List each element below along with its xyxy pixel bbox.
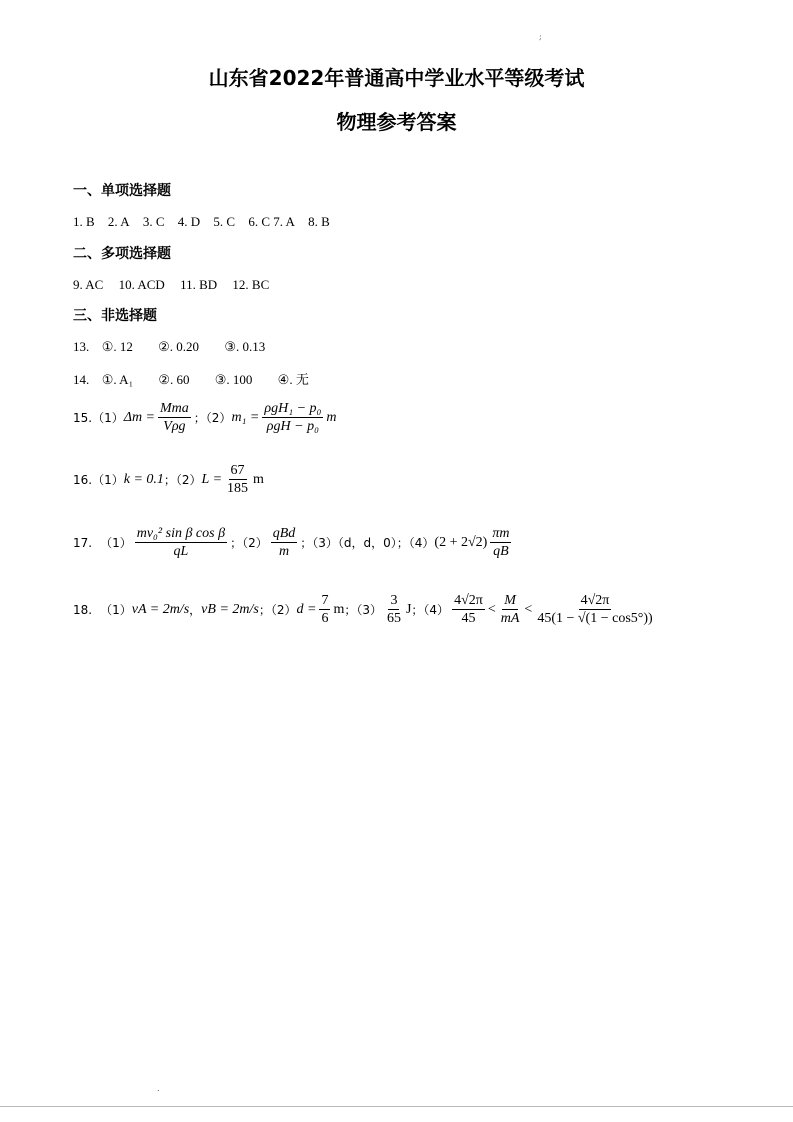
answer-16 — [73, 462, 264, 497]
bottom-mark: . — [157, 1084, 160, 1093]
q15-fraction-1-numerator: Mma — [160, 401, 189, 416]
page-bottom-border — [0, 1106, 793, 1107]
q18-d-denominator: 6 — [321, 611, 329, 626]
q18-vb: vB = 2m/s — [201, 601, 259, 617]
q14-number: 14. — [73, 372, 90, 387]
answer-13 — [73, 339, 265, 355]
q18-d-unit: m — [333, 601, 345, 617]
multiple-choice-answers — [73, 277, 269, 293]
q16-separator: ；（2） — [163, 473, 202, 487]
q15-fraction-2-denominator: ρgH − p₀ — [266, 419, 319, 434]
answer-18 — [73, 592, 658, 627]
q17-fraction-1 — [135, 525, 227, 560]
q18-separator-2: ；（2） — [258, 603, 297, 617]
q15-fraction-1-denominator: Vρg — [163, 419, 186, 434]
q16-fraction-numerator: 67 — [230, 463, 245, 478]
q18-left-fraction — [452, 592, 485, 627]
q18-mass-ratio — [499, 592, 522, 627]
section-non-choice: 三、非选择题 — [73, 308, 157, 324]
q18-d-numerator: 7 — [321, 593, 329, 608]
q18-number: 18. — [73, 602, 93, 617]
answer-5: 5. C — [213, 214, 236, 229]
document-title: 山东省2022年普通高中学业水平等级考试 — [208, 66, 585, 90]
answer-3: 3. C — [142, 214, 165, 229]
q16-fraction — [225, 462, 250, 497]
q14-item-4: ④. 无 — [277, 372, 309, 387]
q17-part-3-4: ；（3）（d，d，0）；（4） — [300, 536, 435, 550]
q18-mass-denominator: mA — [500, 611, 520, 626]
q17-fraction-4 — [490, 525, 511, 560]
q18-less-than-1: < — [487, 601, 496, 617]
q18-left-denominator: 45 — [461, 611, 476, 626]
q13-item-2: ②. 0.20 — [158, 339, 200, 354]
q18-e-numerator: 3 — [390, 593, 398, 608]
q17-fraction-2 — [271, 525, 298, 560]
answer-1: 1. B — [73, 214, 95, 229]
q16-part-1: （1） — [92, 473, 124, 487]
answer-11: 11. BD — [180, 277, 218, 292]
q18-right-fraction — [535, 592, 654, 627]
answer-14 — [73, 369, 309, 388]
q18-less-than-2: < — [524, 601, 533, 617]
q17-fraction-4-numerator: πm — [492, 526, 510, 541]
q13-number: 13. — [73, 339, 90, 354]
q15-m: m — [326, 409, 337, 425]
q18-e-fraction — [385, 592, 403, 627]
answer-6-7: 6. C 7. A — [248, 214, 295, 229]
q17-fraction-1-numerator: mv₀² sin β cos β — [136, 526, 226, 541]
answer-9: 9. AC — [73, 277, 104, 292]
q18-mass-numerator: M — [504, 593, 516, 608]
q17-number: 17. — [73, 535, 93, 550]
q13-item-3: ③. 0.13 — [224, 339, 266, 354]
q18-e-denominator: 65 — [386, 611, 401, 626]
q18-part-1: （1） — [100, 603, 132, 617]
q15-fraction-2-numerator: ρgH₁ − p₀ — [264, 401, 322, 416]
q18-right-numerator: 4√2π — [580, 593, 610, 608]
q15-separator: ；（2） — [193, 411, 232, 425]
q17-part-1: （1） — [100, 536, 132, 550]
q16-fraction-denominator: 185 — [227, 481, 249, 496]
single-choice-answers — [73, 214, 330, 230]
corner-mark: ; — [539, 32, 542, 41]
q16-unit: m — [253, 471, 264, 487]
answer-8: 8. B — [308, 214, 330, 229]
answer-17 — [73, 525, 514, 560]
q15-fraction-1 — [158, 400, 191, 435]
document-subtitle: 物理参考答案 — [336, 110, 457, 134]
q18-d-fraction — [319, 592, 330, 627]
q14-item-1: ①. A₁ — [101, 372, 134, 387]
q18-comma: ， — [189, 603, 202, 617]
q13-item-1: ①. 12 — [101, 339, 133, 354]
answer-4: 4. D — [177, 214, 201, 229]
q17-fraction-1-denominator: qL — [173, 544, 189, 559]
answer-12: 12. BC — [232, 277, 270, 292]
section-single-choice: 一、单项选择题 — [73, 183, 171, 199]
section-multiple-choice: 二、多项选择题 — [73, 246, 171, 262]
q17-coefficient: (2 + 2√2) — [434, 534, 488, 550]
q15-delta-m: Δm = — [123, 409, 156, 425]
q16-l: L = — [201, 471, 223, 487]
q17-fraction-2-denominator: m — [278, 544, 290, 559]
q18-separator-3: ；（3） — [344, 603, 382, 617]
q15-fraction-2 — [262, 400, 323, 435]
q17-fraction-2-numerator: qBd — [272, 526, 296, 541]
q18-d: d = — [296, 601, 317, 617]
answer-10: 10. ACD — [118, 277, 165, 292]
q16-number: 16. — [73, 472, 93, 487]
q15-part-1: （1） — [92, 411, 124, 425]
q18-va: vA = 2m/s — [131, 601, 190, 617]
q14-item-2: ②. 60 — [158, 372, 190, 387]
q17-separator-2: ；（2） — [230, 536, 268, 550]
q18-left-numerator: 4√2π — [454, 593, 483, 608]
answer-2: 2. A — [107, 214, 130, 229]
q15-m1: m₁ = — [231, 409, 260, 425]
q14-item-3: ③. 100 — [214, 372, 253, 387]
q18-right-denominator: 45(1 − √(1 − cos5°)) — [537, 611, 653, 626]
q18-e-unit: J — [405, 601, 412, 617]
q18-separator-4: ；（4） — [411, 603, 450, 617]
q16-k-value: k = 0.1 — [123, 471, 164, 487]
answer-15 — [73, 400, 337, 435]
q17-fraction-4-denominator: qB — [493, 544, 509, 559]
q15-number: 15. — [73, 410, 93, 425]
